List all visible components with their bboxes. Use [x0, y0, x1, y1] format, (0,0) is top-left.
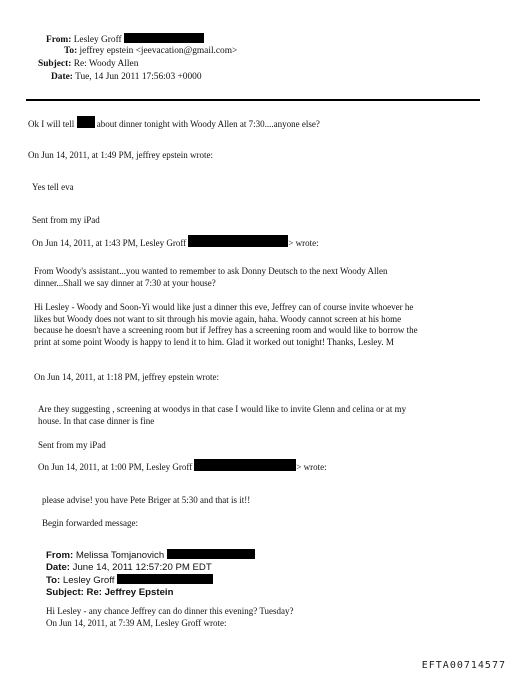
message-line: house. In that case dinner is fine	[38, 415, 155, 426]
redaction-box	[167, 549, 255, 559]
header-divider	[26, 99, 480, 101]
message-line: likes but Woody does not want to sit through his movie again, haha. Woody cannot screen at his home	[34, 313, 402, 324]
header-from-row	[46, 33, 204, 45]
to-value: jeffrey epstein <jeevacation@gmail.com>	[79, 46, 238, 56]
subject-value: Re: Woody Allen	[73, 59, 139, 69]
message-line: dinner...Shall we say dinner at 7:30 at your house?	[34, 277, 216, 288]
signature-text: Sent from my iPad	[38, 440, 106, 450]
from-label: From:	[46, 35, 72, 45]
quote-header-start: On Jun 14, 2011, at 1:00 PM, Lesley Groff	[38, 462, 193, 472]
forwarded-from-row	[46, 549, 255, 562]
quote-header	[38, 459, 327, 474]
forwarded-to-value: Lesley Groff	[62, 575, 115, 586]
date-label: Date:	[51, 72, 73, 82]
redaction-box	[188, 235, 288, 247]
forward-marker: Begin forwarded message:	[42, 518, 138, 528]
bates-number: EFTA00714577	[421, 660, 506, 671]
redaction-box	[77, 116, 95, 128]
message-line: print at some point Woody is happy to lend it to him. Glad it worked out tonight! Thanks, Lesley. M	[34, 336, 394, 347]
forwarded-date-label: Date:	[46, 562, 70, 573]
quote-header-end: > wrote:	[288, 238, 319, 248]
message-line: From Woody's assistant...you wanted to remember to ask Donny Deutsch to the next Woody Allen	[34, 266, 388, 276]
date-value: Tue, 14 Jun 2011 17:56:03 +0000	[75, 72, 202, 82]
message-text: Yes tell eva	[32, 182, 74, 192]
reply-text-end: about dinner tonight with Woody Allen at 7:30....anyone else?	[96, 119, 320, 129]
forwarded-date-value: June 14, 2011 12:57:20 PM EDT	[72, 562, 212, 573]
message-paragraph	[34, 302, 418, 348]
forwarded-date-row	[46, 562, 255, 574]
message-paragraph	[34, 266, 388, 289]
message-line: Hi Lesley - Woody and Soon-Yi would like just a dinner this eve, Jeffrey can of course invite whoever he	[34, 302, 414, 312]
redaction-box	[117, 574, 213, 584]
quote-header: On Jun 14, 2011, at 7:39 AM, Lesley Groff wrote:	[46, 618, 227, 628]
signature-text: Sent from my iPad	[32, 215, 100, 225]
redaction-box	[124, 33, 204, 43]
message-line: Are they suggesting , screening at woodys in that case I would like to invite Glenn and celina or at my	[38, 404, 407, 414]
forwarded-subject-label: Subject:	[46, 587, 84, 598]
message-line: because he doesn't have a screening room but if Jeffrey has a screening room and would like to borrow the	[34, 325, 418, 335]
quote-header-end: > wrote:	[296, 462, 327, 472]
redaction-box	[194, 459, 296, 471]
header-subject-row	[38, 59, 138, 69]
reply-text-start: Ok I will tell	[28, 119, 75, 129]
to-label: To:	[64, 46, 78, 56]
message-paragraph	[38, 404, 406, 427]
message-text: Hi Lesley - any chance Jeffrey can do dinner this evening? Tuesday?	[46, 606, 294, 616]
forwarded-to-row	[46, 574, 255, 587]
header-date-row	[51, 72, 202, 82]
quote-header	[32, 235, 319, 250]
subject-label: Subject:	[38, 59, 72, 69]
reply-line	[28, 116, 320, 131]
message-text: please advise! you have Pete Briger at 5:30 and that is it!!	[42, 495, 251, 505]
quote-header: On Jun 14, 2011, at 1:49 PM, jeffrey epstein wrote:	[28, 150, 213, 160]
forwarded-to-label: To:	[46, 575, 61, 586]
forwarded-from-label: From:	[46, 550, 74, 561]
header-to-row	[64, 46, 237, 56]
forwarded-from-value: Melissa Tomjanovich	[75, 550, 165, 561]
forwarded-subject-value: Re: Jeffrey Epstein	[86, 587, 174, 598]
quote-header: On Jun 14, 2011, at 1:18 PM, jeffrey epstein wrote:	[34, 372, 219, 382]
from-value: Lesley Groff	[73, 35, 122, 45]
forwarded-subject-row	[46, 587, 255, 599]
quote-header-start: On Jun 14, 2011, at 1:43 PM, Lesley Groff	[32, 238, 187, 248]
forwarded-header	[46, 549, 255, 599]
